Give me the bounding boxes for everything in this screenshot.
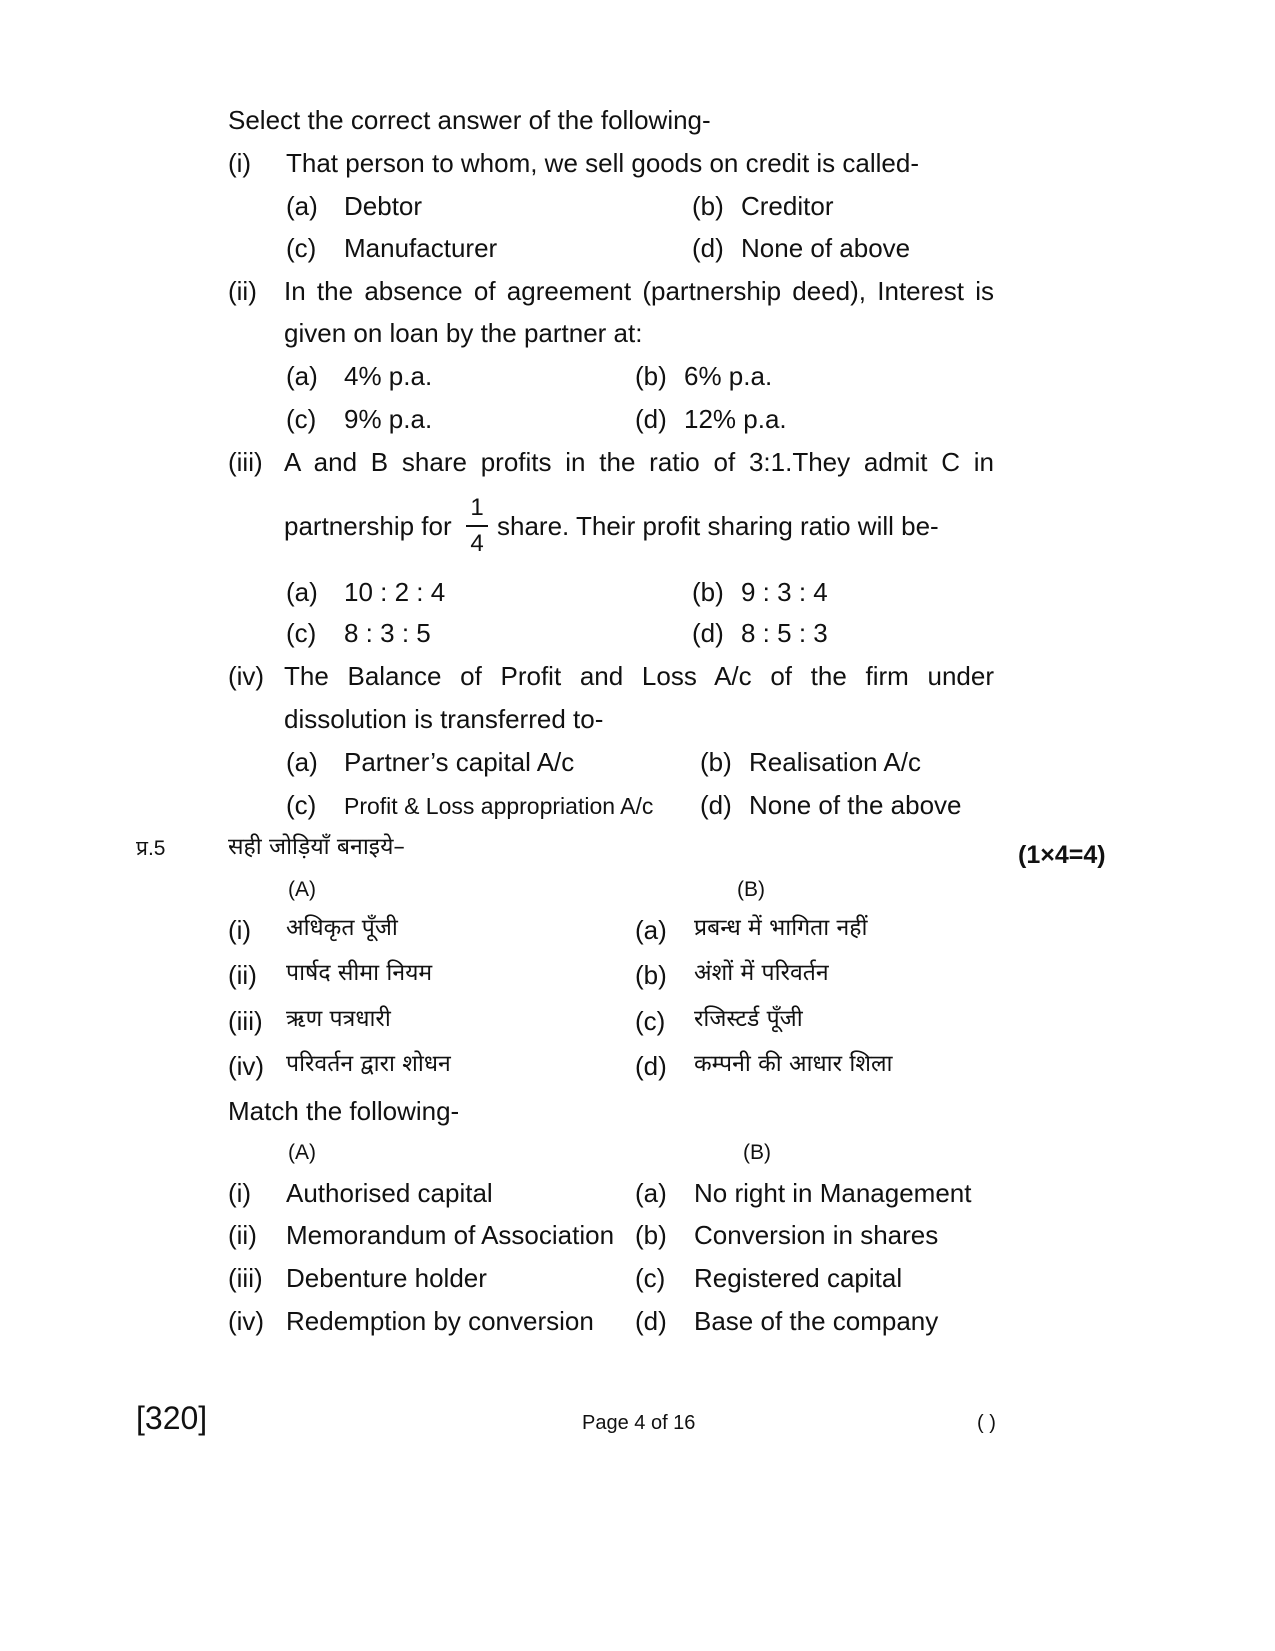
option-label: (b)	[635, 361, 667, 391]
column-a-item: Memorandum of Association	[286, 1220, 615, 1250]
option-label: (a)	[286, 191, 318, 221]
option-text: None of above	[741, 233, 911, 263]
row-label: (d)	[635, 1051, 667, 1081]
row-label: (d)	[635, 1306, 667, 1336]
option-text: 4% p.a.	[344, 361, 433, 391]
fraction-denominator: 4	[470, 530, 484, 557]
column-a-item: परिवर्तन द्वारा शोधन	[286, 1051, 451, 1077]
row-number: (ii)	[228, 960, 257, 990]
row-label: (a)	[635, 915, 667, 945]
question-number: (ii)	[228, 276, 257, 306]
column-a-item: अधिकृत पूँजी	[286, 915, 398, 941]
option-text: 10 : 2 : 4	[344, 577, 446, 607]
column-a-item: पार्षद सीमा नियम	[286, 960, 433, 986]
option-text: Manufacturer	[344, 233, 498, 263]
question-text: partnership for	[284, 511, 452, 541]
row-label: (a)	[635, 1178, 667, 1208]
column-b-item: प्रबन्ध में भागिता नहीं	[694, 915, 868, 941]
row-label: (b)	[635, 960, 667, 990]
instruction-text: Select the correct answer of the following-	[228, 105, 711, 135]
option-text: Partner’s capital A/c	[344, 747, 575, 777]
section-title-english: Match the following-	[228, 1096, 460, 1126]
option-text: 9 : 3 : 4	[741, 577, 828, 607]
option-text: Debtor	[344, 191, 423, 221]
column-b-item: Registered capital	[694, 1263, 903, 1293]
row-label: (b)	[635, 1220, 667, 1250]
column-b-item: Conversion in shares	[694, 1220, 939, 1250]
option-label: (c)	[286, 790, 317, 820]
fraction-numerator: 1	[470, 494, 484, 521]
option-label: (a)	[286, 577, 318, 607]
row-label: (c)	[635, 1006, 666, 1036]
column-b-item: No right in Management	[694, 1178, 972, 1208]
row-number: (iii)	[228, 1006, 263, 1036]
row-number: (i)	[228, 915, 252, 945]
option-label: (d)	[692, 618, 724, 648]
option-text: 12% p.a.	[684, 404, 787, 434]
option-text: Profit & Loss appropriation A/c	[344, 793, 654, 819]
row-number: (ii)	[228, 1220, 257, 1250]
option-label: (c)	[286, 404, 317, 434]
option-text: 8 : 5 : 3	[741, 618, 828, 648]
row-number: (iii)	[228, 1263, 263, 1293]
option-label: (c)	[286, 233, 317, 263]
option-label: (a)	[286, 747, 318, 777]
column-b-item: कम्पनी की आधार शिला	[694, 1051, 893, 1077]
question-text: That person to whom, we sell goods on credit is called-	[286, 148, 919, 178]
option-label: (a)	[286, 361, 318, 391]
option-label: (b)	[692, 577, 724, 607]
page-number: Page 4 of 16	[582, 1412, 696, 1434]
option-text: None of the above	[749, 790, 962, 820]
column-a-header: (A)	[288, 878, 316, 901]
option-text: Realisation A/c	[749, 747, 921, 777]
question-text: The Balance of Profit and Loss A/c of the firm under	[284, 661, 994, 691]
question-number: (iv)	[228, 661, 265, 691]
option-text: 6% p.a.	[684, 361, 773, 391]
option-text: Creditor	[741, 191, 834, 221]
column-a-item: Debenture holder	[286, 1263, 487, 1293]
question-text: given on loan by the partner at:	[284, 318, 643, 348]
option-label: (d)	[700, 790, 732, 820]
question-number: (iii)	[228, 447, 263, 477]
column-b-item: रजिस्टर्ड पूँजी	[694, 1006, 803, 1032]
column-a-item: Authorised capital	[286, 1178, 493, 1208]
column-a-item: ऋण पत्रधारी	[286, 1006, 391, 1032]
question-text: dissolution is transferred to-	[284, 704, 604, 734]
column-b-item: Base of the company	[694, 1306, 939, 1336]
option-label: (b)	[692, 191, 724, 221]
fraction-bar	[466, 525, 488, 527]
option-label: (b)	[700, 747, 732, 777]
column-b-header: (B)	[737, 878, 765, 901]
option-text: 8 : 3 : 5	[344, 618, 431, 648]
footer-parentheses: ( )	[977, 1412, 996, 1434]
section-title-hindi: सही जोड़ियाँ बनाइये–	[228, 834, 405, 860]
row-number: (i)	[228, 1178, 252, 1208]
question-number-hindi: प्र.5	[136, 837, 166, 860]
column-a-header: (A)	[288, 1141, 316, 1164]
option-label: (d)	[635, 404, 667, 434]
row-number: (iv)	[228, 1051, 265, 1081]
marks-label: (1×4=4)	[1018, 841, 1106, 869]
row-label: (c)	[635, 1263, 666, 1293]
option-label: (c)	[286, 618, 317, 648]
question-text: In the absence of agreement (partnership deed), Interest is	[284, 276, 994, 306]
question-number: (i)	[228, 148, 252, 178]
question-text: share. Their profit sharing ratio will be-	[497, 511, 939, 541]
option-text: 9% p.a.	[344, 404, 433, 434]
paper-code: [320]	[136, 1400, 208, 1436]
row-number: (iv)	[228, 1306, 265, 1336]
column-b-header: (B)	[743, 1141, 771, 1164]
column-a-item: Redemption by conversion	[286, 1306, 594, 1336]
column-b-item: अंशों में परिवर्तन	[694, 960, 829, 986]
option-label: (d)	[692, 233, 724, 263]
question-text: A and B share profits in the ratio of 3:1.They admit C in	[284, 447, 994, 477]
